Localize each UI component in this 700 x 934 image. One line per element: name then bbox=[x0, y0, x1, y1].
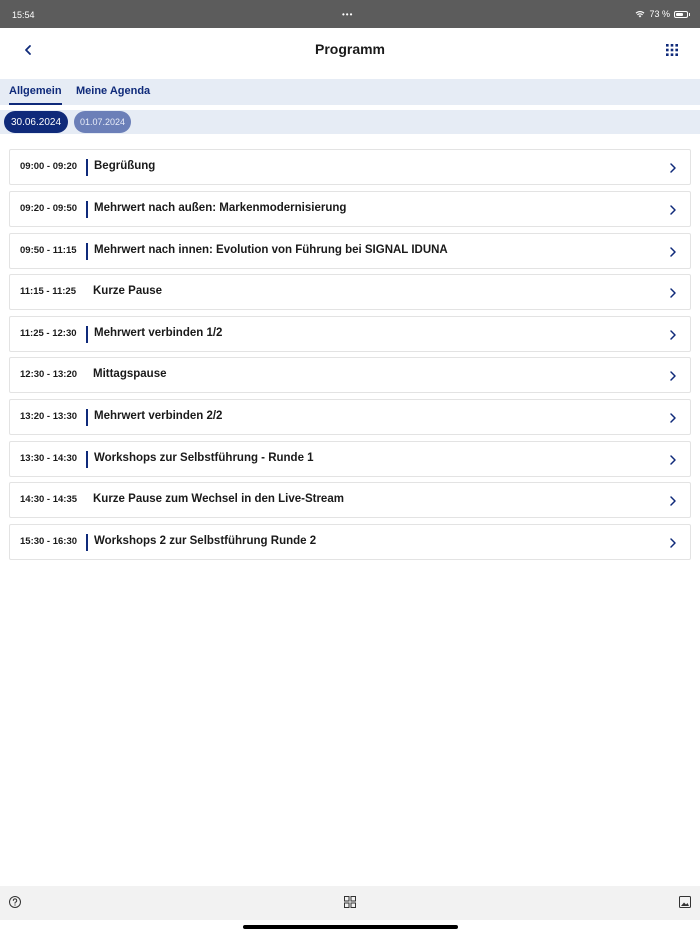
page-title: Programm bbox=[314, 41, 386, 57]
chevron-right-icon bbox=[668, 246, 678, 258]
session-separator bbox=[86, 201, 88, 218]
grid-view-icon[interactable] bbox=[343, 895, 357, 909]
chevron-right-icon bbox=[668, 495, 678, 507]
session-row[interactable] bbox=[9, 191, 691, 227]
session-title: Mittagspause bbox=[93, 368, 167, 380]
help-circle-icon[interactable] bbox=[8, 895, 22, 909]
chevron-right-icon bbox=[668, 412, 678, 424]
session-row[interactable] bbox=[9, 274, 691, 310]
session-time: 13:30 - 14:30 bbox=[20, 453, 78, 464]
chevron-right-icon bbox=[668, 537, 678, 549]
session-title: Begrüßung bbox=[94, 160, 156, 172]
status-bar bbox=[0, 0, 700, 28]
session-title: Mehrwert verbinden 2/2 bbox=[94, 410, 223, 422]
bottom-toolbar bbox=[0, 886, 700, 920]
session-separator bbox=[86, 159, 88, 176]
session-time: 11:25 - 12:30 bbox=[20, 328, 77, 339]
session-row[interactable] bbox=[9, 233, 691, 269]
date-selector bbox=[0, 110, 700, 134]
session-title: Mehrwert verbinden 1/2 bbox=[94, 327, 223, 339]
wifi-icon bbox=[635, 10, 645, 18]
session-title: Kurze Pause zum Wechsel in den Live-Stream bbox=[93, 493, 344, 505]
chevron-right-icon bbox=[668, 162, 678, 174]
session-separator bbox=[86, 243, 88, 260]
chevron-right-icon bbox=[668, 370, 678, 382]
session-time: 13:20 - 13:30 bbox=[20, 411, 78, 422]
status-right bbox=[635, 9, 688, 19]
session-row[interactable] bbox=[9, 482, 691, 518]
date-chip-selected[interactable]: 30.06.2024 bbox=[4, 111, 68, 133]
tab-allgemein[interactable]: Allgemein bbox=[9, 85, 62, 105]
tab-bar bbox=[0, 79, 700, 105]
session-separator bbox=[86, 326, 88, 343]
session-time: 14:30 - 14:35 bbox=[20, 494, 78, 505]
status-time: 15:54 bbox=[12, 10, 35, 20]
session-separator bbox=[86, 451, 88, 468]
chevron-right-icon bbox=[668, 204, 678, 216]
session-title: Mehrwert nach außen: Markenmodernisierung bbox=[94, 202, 347, 214]
grid-dots-icon[interactable] bbox=[664, 42, 680, 58]
session-title: Mehrwert nach innen: Evolution von Führung bei SIGNAL IDUNA bbox=[94, 244, 448, 256]
chevron-right-icon bbox=[668, 454, 678, 466]
session-title: Workshops 2 zur Selbstführung Runde 2 bbox=[94, 535, 317, 547]
image-icon[interactable] bbox=[678, 895, 692, 909]
session-row[interactable] bbox=[9, 524, 691, 560]
session-time: 11:15 - 11:25 bbox=[20, 286, 76, 297]
session-row[interactable] bbox=[9, 357, 691, 393]
session-time: 09:00 - 09:20 bbox=[20, 161, 78, 172]
multitasking-dots[interactable]: ••• bbox=[342, 10, 354, 19]
session-row[interactable] bbox=[9, 399, 691, 435]
home-indicator[interactable] bbox=[243, 925, 458, 929]
header bbox=[0, 28, 700, 78]
date-chip[interactable]: 01.07.2024 bbox=[74, 111, 131, 133]
session-row[interactable] bbox=[9, 441, 691, 477]
session-separator bbox=[86, 534, 88, 551]
session-row[interactable] bbox=[9, 316, 691, 352]
session-row[interactable] bbox=[9, 149, 691, 185]
battery-icon bbox=[674, 11, 688, 18]
session-title: Kurze Pause bbox=[93, 285, 163, 297]
session-time: 12:30 - 13:20 bbox=[20, 369, 78, 380]
session-title: Workshops zur Selbstführung - Runde 1 bbox=[94, 452, 314, 464]
tab-meine-agenda[interactable]: Meine Agenda bbox=[76, 85, 151, 97]
session-separator bbox=[86, 409, 88, 426]
session-time: 15:30 - 16:30 bbox=[20, 536, 78, 547]
session-time: 09:50 - 11:15 bbox=[20, 245, 77, 256]
battery-percent: 73 % bbox=[649, 9, 670, 19]
chevron-right-icon bbox=[668, 329, 678, 341]
session-time: 09:20 - 09:50 bbox=[20, 203, 78, 214]
chevron-right-icon bbox=[668, 287, 678, 299]
